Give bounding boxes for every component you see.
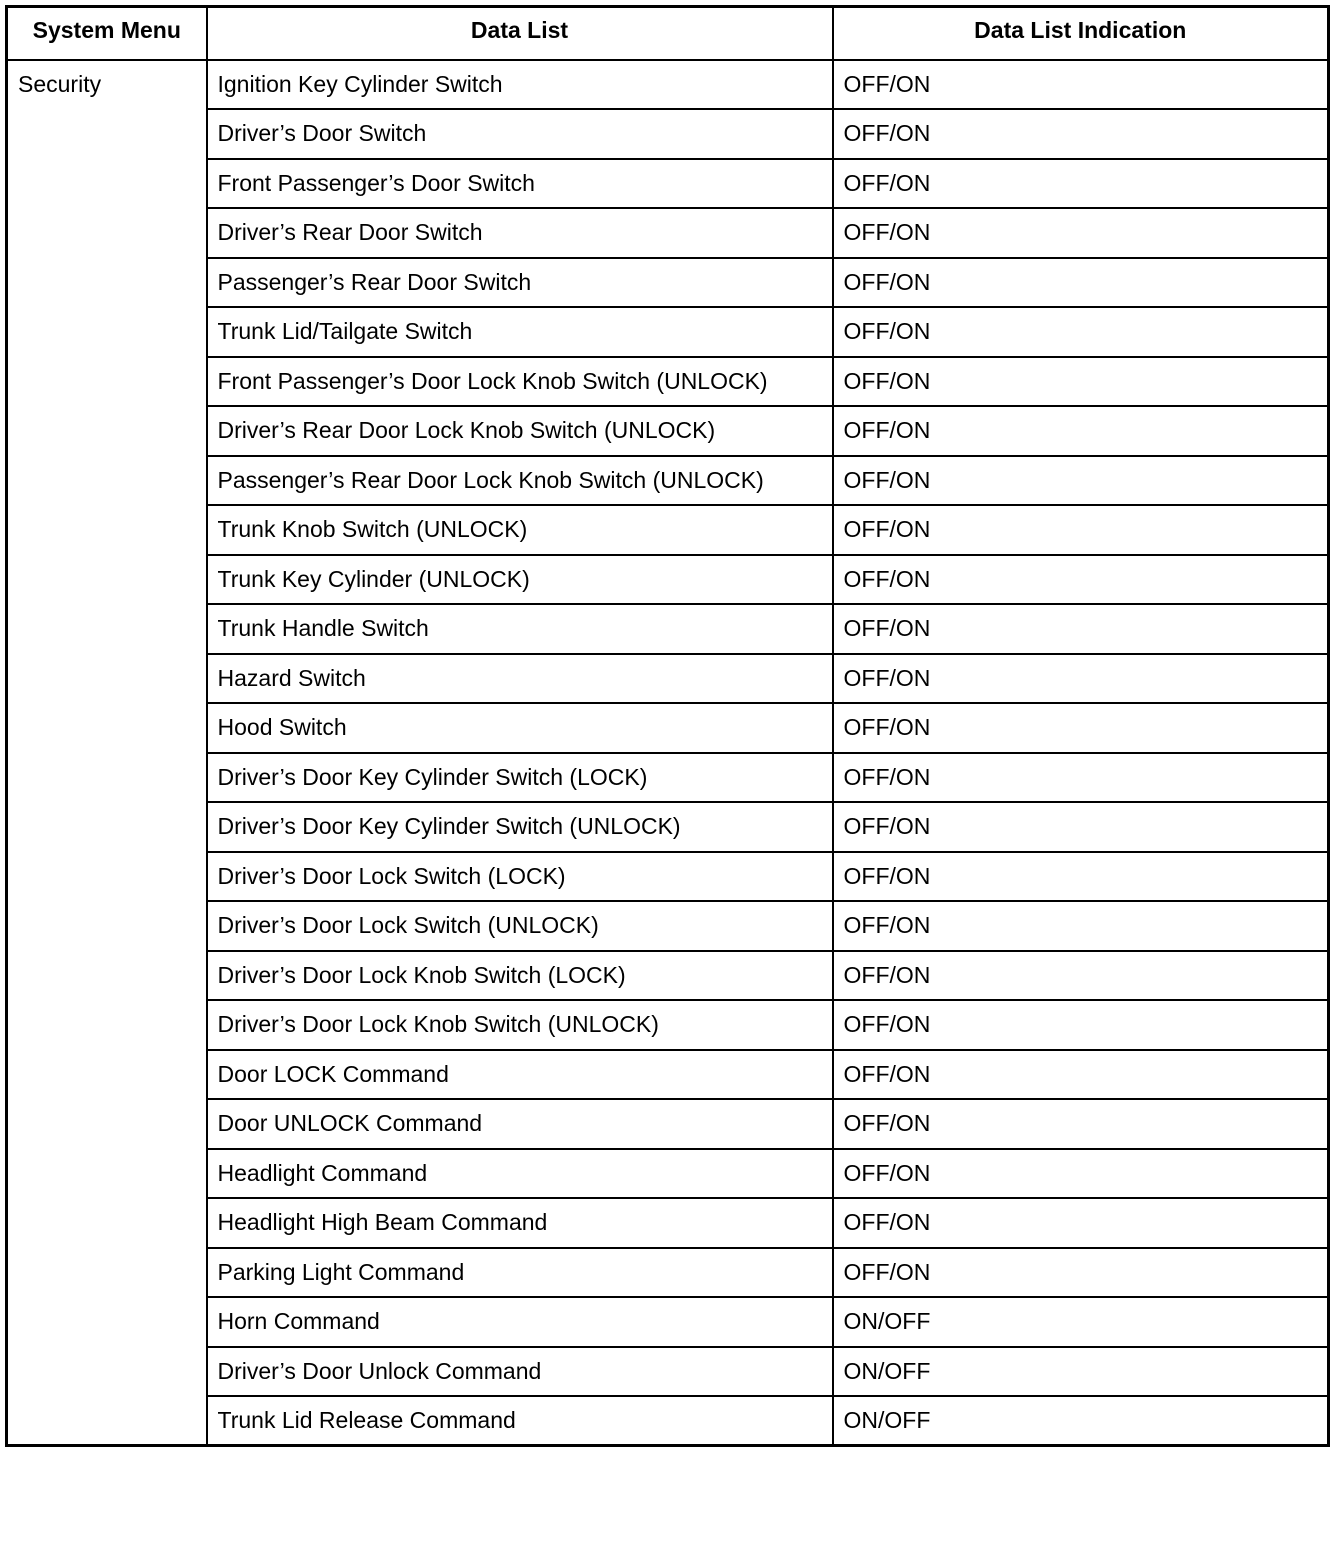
indication-cell: OFF/ON xyxy=(833,357,1329,407)
indication-cell: OFF/ON xyxy=(833,109,1329,159)
indication-cell: OFF/ON xyxy=(833,852,1329,902)
indication-cell: OFF/ON xyxy=(833,1050,1329,1100)
data-list-cell: Passenger’s Rear Door Switch xyxy=(207,258,833,308)
data-list-cell: Driver’s Door Lock Knob Switch (UNLOCK) xyxy=(207,1000,833,1050)
data-list-cell: Driver’s Door Key Cylinder Switch (UNLOCK) xyxy=(207,802,833,852)
indication-cell: ON/OFF xyxy=(833,1347,1329,1397)
indication-cell: OFF/ON xyxy=(833,1198,1329,1248)
data-list-cell: Parking Light Command xyxy=(207,1248,833,1298)
data-list-cell: Trunk Lid/Tailgate Switch xyxy=(207,307,833,357)
indication-cell: OFF/ON xyxy=(833,456,1329,506)
data-list-cell: Hood Switch xyxy=(207,703,833,753)
data-list-cell: Driver’s Door Lock Switch (LOCK) xyxy=(207,852,833,902)
data-list-cell: Door LOCK Command xyxy=(207,1050,833,1100)
data-list-cell: Hazard Switch xyxy=(207,654,833,704)
data-list-cell: Driver’s Door Lock Knob Switch (LOCK) xyxy=(207,951,833,1001)
indication-cell: OFF/ON xyxy=(833,307,1329,357)
header-system-menu: System Menu xyxy=(7,7,207,60)
data-list-cell: Trunk Knob Switch (UNLOCK) xyxy=(207,505,833,555)
data-list-cell: Driver’s Door Unlock Command xyxy=(207,1347,833,1397)
indication-cell: OFF/ON xyxy=(833,1099,1329,1149)
data-list-cell: Trunk Lid Release Command xyxy=(207,1396,833,1446)
data-list-cell: Front Passenger’s Door Lock Knob Switch (UNLOCK) xyxy=(207,357,833,407)
indication-cell: OFF/ON xyxy=(833,555,1329,605)
indication-cell: OFF/ON xyxy=(833,753,1329,803)
indication-cell: ON/OFF xyxy=(833,1396,1329,1446)
indication-cell: OFF/ON xyxy=(833,159,1329,209)
indication-cell: OFF/ON xyxy=(833,703,1329,753)
indication-cell: OFF/ON xyxy=(833,60,1329,110)
data-list-table xyxy=(5,5,1330,1447)
indication-cell: OFF/ON xyxy=(833,258,1329,308)
data-list-cell: Driver’s Rear Door Switch xyxy=(207,208,833,258)
data-list-cell: Passenger’s Rear Door Lock Knob Switch (UNLOCK) xyxy=(207,456,833,506)
data-list-cell: Door UNLOCK Command xyxy=(207,1099,833,1149)
table-row xyxy=(7,60,1329,110)
indication-cell: OFF/ON xyxy=(833,802,1329,852)
data-list-cell: Trunk Handle Switch xyxy=(207,604,833,654)
indication-cell: ON/OFF xyxy=(833,1297,1329,1347)
indication-cell: OFF/ON xyxy=(833,208,1329,258)
indication-cell: OFF/ON xyxy=(833,604,1329,654)
data-list-cell: Ignition Key Cylinder Switch xyxy=(207,60,833,110)
indication-cell: OFF/ON xyxy=(833,1149,1329,1199)
data-list-cell: Headlight Command xyxy=(207,1149,833,1199)
data-list-cell: Headlight High Beam Command xyxy=(207,1198,833,1248)
table-header-row xyxy=(7,7,1329,60)
indication-cell: OFF/ON xyxy=(833,951,1329,1001)
data-list-cell: Driver’s Door Lock Switch (UNLOCK) xyxy=(207,901,833,951)
data-list-cell: Driver’s Door Switch xyxy=(207,109,833,159)
data-list-cell: Horn Command xyxy=(207,1297,833,1347)
indication-cell: OFF/ON xyxy=(833,1000,1329,1050)
header-data-list: Data List xyxy=(207,7,833,60)
indication-cell: OFF/ON xyxy=(833,654,1329,704)
header-data-list-indication: Data List Indication xyxy=(833,7,1329,60)
data-list-cell: Front Passenger’s Door Switch xyxy=(207,159,833,209)
system-menu-cell: Security xyxy=(7,60,207,1446)
indication-cell: OFF/ON xyxy=(833,505,1329,555)
data-list-cell: Driver’s Rear Door Lock Knob Switch (UNLOCK) xyxy=(207,406,833,456)
data-list-cell: Trunk Key Cylinder (UNLOCK) xyxy=(207,555,833,605)
indication-cell: OFF/ON xyxy=(833,901,1329,951)
indication-cell: OFF/ON xyxy=(833,406,1329,456)
data-list-cell: Driver’s Door Key Cylinder Switch (LOCK) xyxy=(207,753,833,803)
table-body xyxy=(7,60,1329,1446)
indication-cell: OFF/ON xyxy=(833,1248,1329,1298)
